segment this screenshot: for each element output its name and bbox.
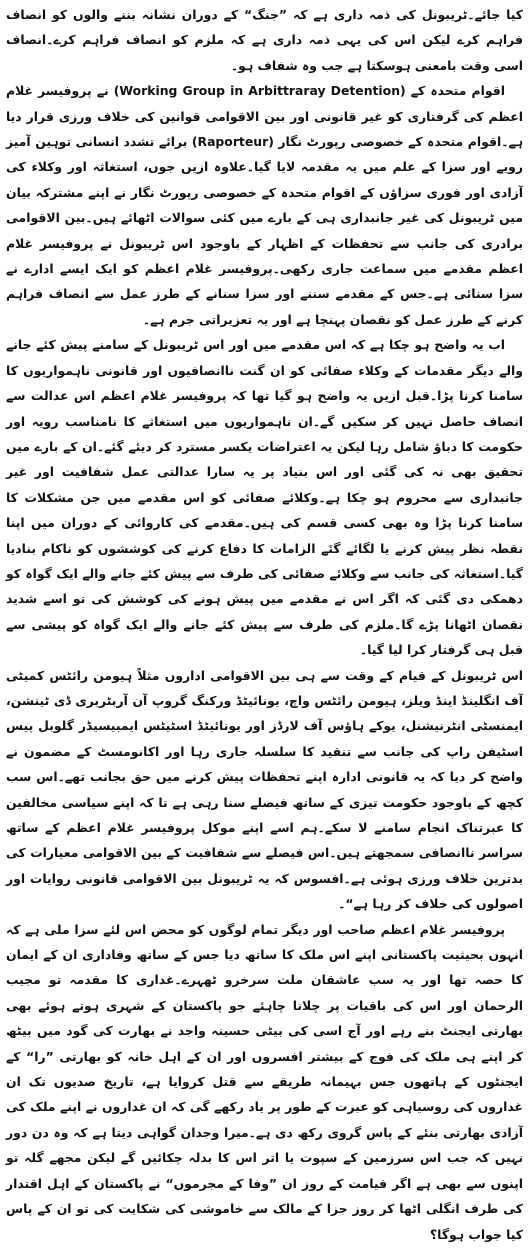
article-paragraph-3: اب یہ واضح ہو چکا ہے کہ اس مقدمے میں اور اس ٹریبونل کے سامنے پیش کئے جانے والے دیگر مقدمات کے وکلاء صفائی کو ان گنت ناانصافیوں اور قانونی ناہمواریوں کا سامنا کرنا پڑا۔قبل ازیں یہ واضح ہو گیا تھا کہ پروفیسر غلام اعظم اس عدالت سے انصاف حاصل نہیں کر سکیں گے۔ان ناہمواریوں میں استغاثے کا نامناسب رویہ اور حکومت کا دباؤ شامل رہا لیکن یہ اعتراضات یکسر مسترد کر دیئے گئے۔ان کے بارے میں تحقیق بھی نہ کی گئی اور اس بنیاد پر یہ سارا عدالتی عمل شفافیت اور غیر جانبداری سے محروم ہو چکا ہے۔وکلائے صفائی کو اس مقدمے میں جن مشکلات کا سامنا کرنا پڑا وہ بھی کسی قسم کی ہیں۔مقدمے کی کاروائی کے دوران میں اپنا نقطہ نظر پیش کرنے یا لگائے گئے الزامات کا دفاع کرنے کی کوششوں کو ناکام بنادیا گیا۔استغاثہ کی جانب سے وکلائے صفائی کی طرف سے پیش کئے جانے والے ایک گواہ کو دھمکی دی گئی کہ اگر اس نے مقدمے میں پیش ہونے کی کوشش کی تو اسے شدید نقصان اٹھانا پڑے گا۔ملزم کی طرف سے پیش کئے جانے والے ایک گواہ کو پیشی سے قبل ہی گرفتار کرا لیا گیا۔ (6, 337, 523, 658)
article-paragraph-2: اقوام متحدہ کے (Working Group in Arbittraray Detention) نے پروفیسر غلام اعظم کی گرفتاری کو غیر قانونی اور بین الاقوامی قوانین کی خلاف ورزی قرار دیا ہے۔اقوام متحدہ کے خصوصی رپورٹ نگار (Raporteur) برائے تشدد انسانی توہین آمیز رویے اور سزا کے علم میں یہ مقدمہ لایا گیا۔علاوہ ازیں جوں، استغاثہ اور وکلاء کی آزادی اور فوری سزاؤں کے اقوام متحدہ کے خصوصی رپورٹ نگار نے اپنے مشترکہ بیان میں ٹریبونل کی غیر جانبداری ہی کے بارے میں کئی سوالات اٹھائے ہیں۔بین الاقوامی برادری کی جانب سے تحفظات کے اظہار کے باوجود اس ٹریبونل نے پروفیسر غلام اعظم مقدمے میں سماعت جاری رکھی۔پروفیسر غلام اعظم کو ایک ایسے ادارے نے سزا سنائی ہے۔جس کے مقدمے سننے اور سزا سنانے کے طرز عمل سے انصاف فراہم کرنے کے طرز عمل کو نقصان پہنچا ہے اور یہ تعزیراتی جرم ہے۔ (6, 83, 523, 327)
article-paragraph-4: اس ٹریبونل کے قیام کے وقت سے ہی بین الاقوامی اداروں مثلاً ہیومن رائٹس کمیٹی آف انگلینڈ اینڈ ویلز، ہیومن رائٹس واچ، یونائیٹڈ ورکنگ گروپ آن آربٹریری ڈی ٹینشن، ایمنسٹی انٹرنیشنل، یوکے ہاؤس آف لارڈز اور یونائیٹڈ اسٹیٹس ایمبیسیڈر گلوبل پیس اسٹیفن راپ کی جانب سے تنقید کا سلسلہ جاری رہا اور اکانومسٹ کے مضمون نے واضح کر دیا کہ یہ قانونی ادارہ اپنے تحفظات پیش کرنے میں حق بجانب تھے۔اس سب کچھ کے باوجود حکومت تیزی کے ساتھ فیصلے سنا رہی ہے تا کہ اپنے سیاسی مخالفین کا عبرتناک انجام سامنے لا سکے۔ہم اسے اپنے موکل پروفیسر غلام اعظم کے ساتھ سراسر ناانصافی سمجھتے ہیں۔اس فیصلے سے شفافیت کے بین الاقوامی معیارات کی بدترین خلاف ورزی ہوئی ہے۔افسوس کہ یہ ٹریبونل بین الاقوامی قانونی روایات اور اصولوں کی خلاف کر رہا ہے“۔ (6, 667, 523, 912)
article-paragraph-5: پروفیسر غلام اعظم صاحب اور دیگر تمام لوگوں کو محض اس لئے سزا ملی ہے کہ انہوں بحیثیت پاکستانی اپنے اس ملک کا ساتھ دیا جس کے ساتھ وفاداری ان کے ایمان کا حصہ تھا اور یہ سب عاشقان ملت سرخرو ٹھہرے۔غداری کا مقدمہ تو مجیب الرحمان اور اس کی باقیات پر چلانا چاہئے جو پاکستان کے شہری ہوتے ہوئے بھی بھارتی ایجنٹ بنے رہے اور آج اسی کی بیٹی حسینہ واجد نے بھارت کی گود میں بیٹھ کر اپنے ہی ملک کی فوج کے بیشتر افسروں اور ان کے اہل خانہ کو بھارتی ”را“ کے ایجنٹوں کے ہاتھوں جس بہیمانہ طریقے سے قتل کروایا ہے، تاریخ صدیوں تک ان غداروں کی روسیاہی کو عبرت کے طور پر یاد رکھے گی کہ ان غداروں نے اپنے ملک کی آزادی بھارتی بنئے کے پاس گروی رکھ دی ہے۔میرا وجدان گواہی دیتا ہے کہ وہ دن دور نہیں کہ جب اس سرزمین کے سپوت یا اتر اس کا بدلہ چکائیں گے لیکن مجھے گلہ تو اپنوں سے بھی ہے اگر قیامت کے روز ان ”وفا کے مجرموں“ نے پاکستان کے اہل اقتدار کی طرف انگلی اٹھا کر روز جزا کے مالک سے خاموشی کی شکایت کی تو ان کے پاس کیا جواب ہوگا؟ (6, 921, 523, 1242)
article-paragraph-1: کیا جائے۔ٹریبونل کی ذمہ داری ہے کہ ”جنگ“ کے دوران نشانہ بننے والوں کو انصاف فراہم کرے لیکن اس کی یہی ذمہ داری ہے کہ ملزم کو انصاف فراہم کرے۔انصاف اسی وقت بامعنی ہوسکتا ہے جب وہ شفاف ہو۔ (6, 7, 523, 73)
